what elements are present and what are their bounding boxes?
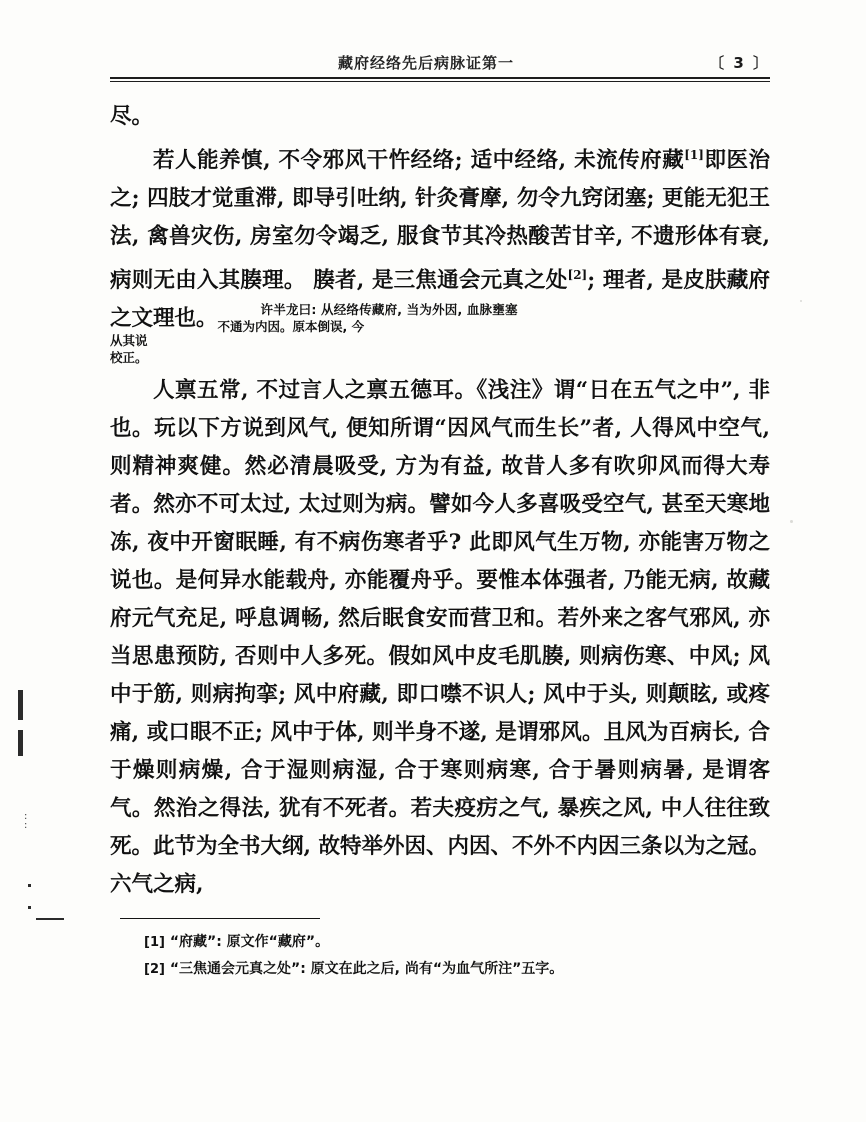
footnote-text: “府藏”: 原文作“藏府”。 bbox=[169, 934, 330, 951]
margin-scan-mark-2 bbox=[18, 730, 23, 756]
footnote-list bbox=[144, 929, 770, 983]
margin-scan-mark-4 bbox=[28, 906, 31, 909]
inline-annotation: 许半龙曰: 从经络传藏府, 当为外因, 血脉壅塞不通为内因。原本倒误, 今 bbox=[217, 302, 518, 335]
scan-speckle bbox=[800, 300, 802, 302]
paragraph-1 bbox=[110, 136, 770, 338]
running-head bbox=[110, 52, 770, 86]
paragraph-continuation: 尽。 bbox=[110, 104, 154, 129]
header-rule-thin bbox=[110, 81, 770, 82]
footnote-item bbox=[144, 956, 770, 983]
running-head-title: 藏府经络先后病脉证第一 bbox=[338, 54, 515, 72]
margin-scan-mark-5 bbox=[36, 918, 64, 920]
margin-scan-mark-1 bbox=[18, 690, 23, 720]
page-number: 〔 3 〕 bbox=[709, 54, 770, 72]
body-text bbox=[110, 98, 770, 904]
page-content bbox=[110, 52, 770, 983]
scan-speckle bbox=[790, 520, 793, 523]
margin-dot-column: : : bbox=[24, 811, 28, 831]
margin-scan-mark-3 bbox=[28, 884, 31, 887]
footnote-text: “三焦通会元真之处”: 原文在此之后, 尚有“为血气所注”五字。 bbox=[169, 961, 564, 978]
inline-annotation-tail-2: 校正。 bbox=[110, 350, 148, 366]
header-rule-thick bbox=[110, 77, 770, 79]
paragraph-1-text: 若人能养慎, 不令邪风干忤经络; 适中经络, 未流传府藏[1]即医治之; 四肢才觉重滞, 即导引吐纳, 针灸膏摩, 勿令九窍闭塞; 更能无犯王法, 禽兽灾伤, 房室勿令竭乏, 服食节其冷热酸苦甘辛, 不遗形体有衰, 病则无由入其腠理。 腠者, 是三焦通会元真之处[2]; 理者, 是皮肤藏府之文理也。 bbox=[110, 148, 770, 332]
inline-annotation-tail-1: 从其说 bbox=[110, 333, 148, 349]
footnote-separator bbox=[120, 918, 320, 919]
footnote-item bbox=[144, 929, 770, 956]
paragraph-2: 人禀五常, 不过言人之禀五德耳。《浅注》谓“日在五气之中”, 非也。玩以下方说到风气, 便知所谓“因风气而生长”者, 人得风中空气, 则精神爽健。然必清晨吸受, 方为有益, 故昔人多有吹卯风而得大寿者。然亦不可太过, 太过则为病。譬如今人多喜吸受空气, 甚至天寒地冻, 夜中开窗眠睡, 有不病伤寒者乎? 此即风气生万物, 亦能害万物之说也。是何异水能载舟, 亦能覆舟乎。要惟本体强者, 乃能无病, 故藏府元气充足, 呼息调畅, 然后眠食安而营卫和。若外来之客气邪风, 亦当思患预防, 否则中人多死。假如风中皮毛肌腠, 则病伤寒、中风; 风中于筋, 则病拘挛; 风中府藏, 即口噤不识人; 风中于头, 则颠眩, 或疼痛, 或口眼不正; 风中于体, 则半身不遂, 是谓邪风。且风为百病长, 合于燥则病燥, 合于湿则病湿, 合于寒则病寒, 合于暑则病暑, 是谓客气。然治之得法, 犹有不死者。若夫疫疠之气, 暴疾之风, 中人往往致死。此节为全书大纲, 故特举外因、内因、不外不内因三条以为之冠。六气之病, bbox=[110, 378, 770, 898]
footnote-marker: [1] bbox=[144, 935, 165, 951]
footnote-marker: [2] bbox=[144, 962, 165, 978]
